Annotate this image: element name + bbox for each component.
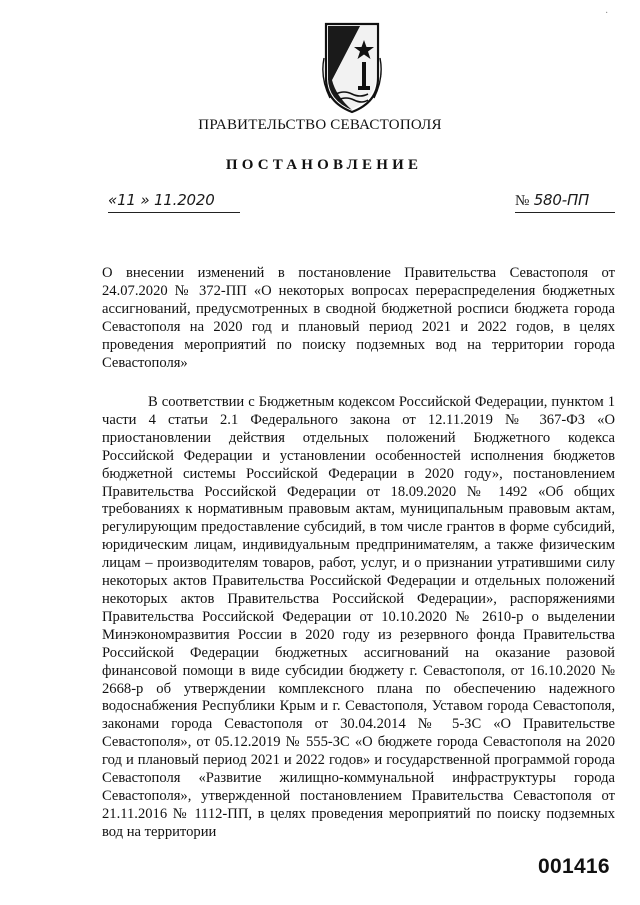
serial-number: 001416 — [538, 855, 610, 878]
document-number: № 580-ПП — [515, 191, 590, 209]
coat-of-arms-icon — [322, 18, 382, 116]
document-body-paragraph: В соответствии с Бюджетным кодексом Российской Федерации, пунктом 1 части 4 статьи 2.1 Федерального закона от 12.11.2019 № 367-ФЗ «О приостановлении действия отдельных положений Бюджетного кодекса Российской Федерации и установлении особенностей исполнения бюджетов бюджетной системы Российской Федерации в 2020 году», постановлением Правительства Российской Федерации от 18.09.2020 № 1492 «Об общих требованиях к нормативным правовым актам, муниципальным правовым актам, регулирующим предоставление субсидий, в том числе грантов в форме субсидий, юридическим лицам, индивидуальным предпринимателям, а также физическим лицам – производителям товаров, работ, услуг, и о признании утратившими силу некоторых актов Правительства Российской Федерации и отдельных положений некоторых актов Правительства Российской Федерации», распоряжениями Правительства Российской Федерации от 10.10.2020 № 2610-р о выделении Минэкономразвития России в 2020 году из резервного фонда Правительства Российской Федерации бюджетных ассигнований на оказание разовой финансовой помощи в виде субсидии бюджету г. Севастополя, от 16.10.2020 № 2668-р об утверждении комплексного плана по обеспечению надежного водоснабжения Республики Крым и г. Севастополя, Уставом города Севастополя, законами города Севастополя от 30.04.2014 № 5-ЗС «О Правительстве Севастополя», от 05.12.2019 № 555-ЗС «О бюджете города Севастополя на 2020 год и плановый период 2021 и 2022 годов» и государственной программой города Севастополя «Развитие жилищно-коммунальной инфраструктуры города Севастополя», утвержденной постановлением Правительства Севастополя от 21.11.2016 № 1112-ПП, в целях проведения мероприятий по поиску подземных вод на территории — [102, 394, 615, 840]
document-date: «11 » 11.2020 — [108, 191, 215, 209]
government-name: ПРАВИТЕЛЬСТВО СЕВАСТОПОЛЯ — [198, 117, 442, 133]
document-subject: О внесении изменений в постановление Правительства Севастополя от 24.07.2020 № 372-ПП «О некоторых вопросах перераспределения бюджетных ассигнований, предусмотренных в сводной бюджетной росписи бюджета города Севастополя на 2020 год и плановый период 2021 и 2022 годов, в целях проведения мероприятий по поиску подземных вод на территории города Севастополя» — [102, 265, 615, 371]
document-date-field — [108, 190, 240, 213]
corner-mark: · — [605, 8, 609, 19]
document-type-title: ПОСТАНОВЛЕНИЕ — [225, 157, 423, 173]
document-number-field — [515, 190, 615, 213]
